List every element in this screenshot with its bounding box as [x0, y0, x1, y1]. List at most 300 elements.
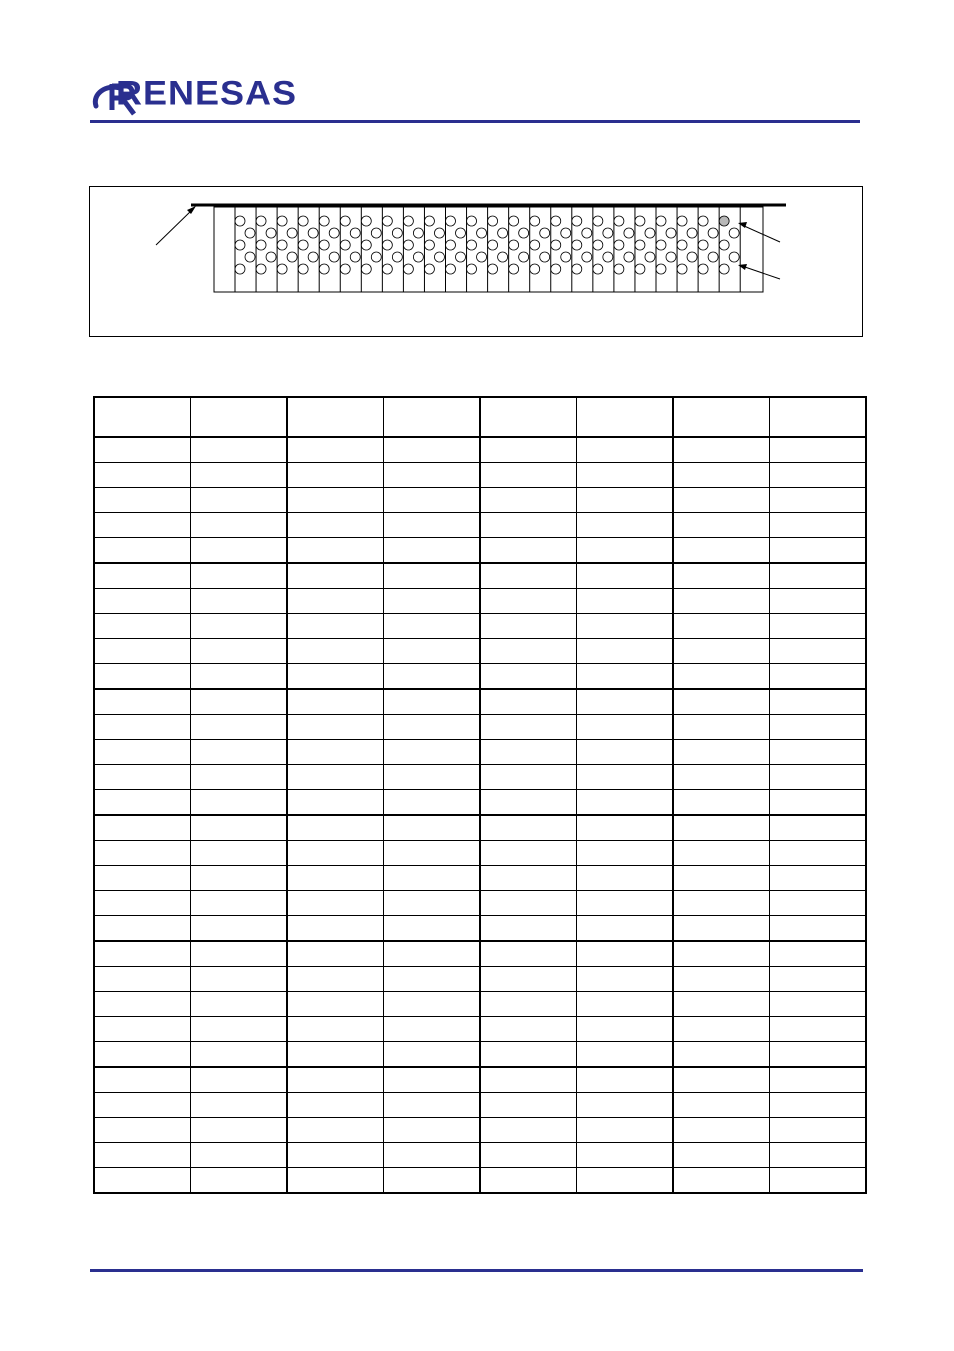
pin-circle [635, 264, 645, 274]
table-cell [577, 513, 674, 538]
table-cell [577, 1168, 674, 1194]
table-cell [287, 437, 384, 463]
pin-circle [361, 264, 371, 274]
table-cell [770, 941, 867, 967]
table-cell [577, 1042, 674, 1068]
pin-circle [498, 228, 508, 238]
pin-leader-arrowhead [738, 264, 747, 270]
table-cell [384, 513, 481, 538]
table-cell [191, 992, 288, 1017]
pin-circle [551, 240, 561, 250]
table-row [94, 513, 866, 538]
table-cell [94, 639, 191, 664]
table-row [94, 639, 866, 664]
table-cell [673, 891, 770, 916]
table-cell [577, 765, 674, 790]
table-cell [191, 891, 288, 916]
pin-circle [582, 252, 592, 262]
table-cell [287, 563, 384, 589]
table-cell [480, 916, 577, 942]
table-cell [191, 967, 288, 992]
table-cell [94, 967, 191, 992]
table-row [94, 715, 866, 740]
table-cell [770, 538, 867, 564]
table-cell [94, 790, 191, 816]
table-cell [191, 715, 288, 740]
pin-circle [708, 252, 718, 262]
table-cell [480, 1042, 577, 1068]
table-cell [577, 866, 674, 891]
pin-circle [329, 252, 339, 262]
pin-circle [446, 216, 456, 226]
table-cell [673, 1017, 770, 1042]
table-cell [577, 967, 674, 992]
pin-circle [413, 228, 423, 238]
pin-circle [467, 264, 477, 274]
pin-circle [687, 228, 697, 238]
pin-circle [698, 240, 708, 250]
table-cell [480, 463, 577, 488]
edge-leader-line [156, 209, 193, 245]
table-cell [191, 1168, 288, 1194]
pin-circle [635, 216, 645, 226]
table-cell [673, 437, 770, 463]
table-cell [384, 1143, 481, 1168]
table-cell [94, 1067, 191, 1093]
pin-circle [287, 228, 297, 238]
table-header-cell [94, 397, 191, 437]
table-cell [480, 1093, 577, 1118]
table-header-cell [673, 397, 770, 437]
table-cell [287, 866, 384, 891]
table-cell [673, 1093, 770, 1118]
table-cell [191, 815, 288, 841]
table-cell [770, 1093, 867, 1118]
table-cell [673, 463, 770, 488]
table-cell [287, 765, 384, 790]
table-row [94, 1067, 866, 1093]
table-cell [480, 664, 577, 690]
pin-circle [256, 240, 266, 250]
table-cell [770, 1067, 867, 1093]
table-cell [480, 815, 577, 841]
table-cell [770, 992, 867, 1017]
header-rule [90, 120, 860, 123]
pin-circle [371, 252, 381, 262]
pin-circle [277, 264, 287, 274]
table-cell [480, 1067, 577, 1093]
table-cell [480, 891, 577, 916]
pin-circle [413, 252, 423, 262]
pin-circle [245, 252, 255, 262]
pin-circle [708, 228, 718, 238]
pin-circle [488, 216, 498, 226]
pin-circle [582, 228, 592, 238]
table-cell [577, 664, 674, 690]
pin-circle [624, 228, 634, 238]
pin-circle [509, 240, 519, 250]
table-cell [673, 790, 770, 816]
table-cell [673, 740, 770, 765]
pin-circle [635, 240, 645, 250]
table-cell [94, 563, 191, 589]
pin-circle [530, 240, 540, 250]
pin-circle [256, 216, 266, 226]
table-cell [94, 866, 191, 891]
pin-circle [340, 264, 350, 274]
table-row [94, 463, 866, 488]
table-cell [673, 1168, 770, 1194]
table-cell [287, 790, 384, 816]
table-cell [480, 488, 577, 513]
table-cell [287, 967, 384, 992]
table-cell [577, 1143, 674, 1168]
pin-circle [266, 252, 276, 262]
table-cell [287, 513, 384, 538]
table-cell [94, 715, 191, 740]
table-cell [94, 1143, 191, 1168]
pin-circle [603, 228, 613, 238]
table-row [94, 916, 866, 942]
pin-circle [434, 228, 444, 238]
pin-circle [593, 240, 603, 250]
pin-circle [572, 216, 582, 226]
table-row [94, 841, 866, 866]
table-header-cell [480, 397, 577, 437]
pin-circle [298, 216, 308, 226]
pin-circle [572, 240, 582, 250]
pin-circle [382, 240, 392, 250]
table-row [94, 891, 866, 916]
bga-package-pin-layout-icon [90, 187, 862, 336]
table-cell [287, 1143, 384, 1168]
pin-circle [551, 216, 561, 226]
table-cell [673, 563, 770, 589]
table-cell [384, 866, 481, 891]
pin1-leader-line [742, 225, 780, 242]
table-cell [480, 639, 577, 664]
pin-circle [403, 240, 413, 250]
table-cell [287, 891, 384, 916]
table-cell [287, 463, 384, 488]
pin-circle [477, 252, 487, 262]
table-row [94, 866, 866, 891]
table-cell [384, 589, 481, 614]
table-row [94, 941, 866, 967]
table-cell [673, 513, 770, 538]
table-cell [384, 891, 481, 916]
pin-circle [666, 252, 676, 262]
table-cell [673, 1118, 770, 1143]
table-cell [94, 815, 191, 841]
pin-circle [403, 264, 413, 274]
table-cell [577, 589, 674, 614]
table-cell [191, 1118, 288, 1143]
table-cell [94, 740, 191, 765]
table-cell [577, 790, 674, 816]
table-cell [191, 488, 288, 513]
pin-circle [530, 216, 540, 226]
table-cell [287, 639, 384, 664]
table-cell [384, 614, 481, 639]
pin-circle [561, 252, 571, 262]
table-cell [577, 715, 674, 740]
table-cell [770, 689, 867, 715]
pin-circle [424, 216, 434, 226]
pin-circle [319, 216, 329, 226]
table-cell [384, 992, 481, 1017]
pin-circle [329, 228, 339, 238]
table-cell [673, 992, 770, 1017]
table-cell [287, 916, 384, 942]
table-cell [480, 513, 577, 538]
table-cell [94, 841, 191, 866]
table-cell [480, 866, 577, 891]
pin-circle [656, 264, 666, 274]
table-cell [384, 740, 481, 765]
table-cell [770, 1042, 867, 1068]
table-cell [770, 664, 867, 690]
pin-circle [350, 228, 360, 238]
package-figure [89, 186, 863, 337]
table-cell [384, 790, 481, 816]
table-cell [577, 992, 674, 1017]
table-cell [384, 967, 481, 992]
pin-circle [298, 240, 308, 250]
table-cell [94, 664, 191, 690]
pin-circle [392, 228, 402, 238]
table-cell [770, 841, 867, 866]
pin-1-marker [719, 216, 729, 226]
pin-circle [298, 264, 308, 274]
pin-circle [361, 240, 371, 250]
pin-circle [235, 264, 245, 274]
table-row [94, 1017, 866, 1042]
table-cell [480, 1143, 577, 1168]
table-cell [287, 538, 384, 564]
table-cell [94, 538, 191, 564]
table-cell [577, 841, 674, 866]
table-row [94, 992, 866, 1017]
table-cell [191, 689, 288, 715]
table-cell [770, 1118, 867, 1143]
table-cell [673, 689, 770, 715]
pin-circle [277, 216, 287, 226]
table-cell [287, 488, 384, 513]
table-cell [770, 790, 867, 816]
table-cell [384, 664, 481, 690]
pin-circle [245, 228, 255, 238]
table-cell [287, 941, 384, 967]
table-cell [673, 916, 770, 942]
table-cell [287, 589, 384, 614]
pin-circle [729, 228, 739, 238]
table-row [94, 815, 866, 841]
table-cell [287, 841, 384, 866]
pin-circle [677, 264, 687, 274]
table-cell [770, 614, 867, 639]
pin-circle [424, 264, 434, 274]
table-cell [673, 841, 770, 866]
table-cell [191, 1017, 288, 1042]
table-cell [94, 765, 191, 790]
pin-circle [624, 252, 634, 262]
table-cell [191, 614, 288, 639]
table-cell [287, 664, 384, 690]
table-header-cell [287, 397, 384, 437]
table-cell [191, 740, 288, 765]
table-cell [480, 614, 577, 639]
table-cell [191, 941, 288, 967]
table-cell [770, 1017, 867, 1042]
table-cell [577, 1017, 674, 1042]
pin-circle [382, 264, 392, 274]
table-cell [577, 891, 674, 916]
table-cell [480, 765, 577, 790]
table-cell [384, 1093, 481, 1118]
table-header-cell [770, 397, 867, 437]
table-cell [94, 1017, 191, 1042]
table-cell [384, 765, 481, 790]
table-cell [287, 614, 384, 639]
pin-circle [593, 216, 603, 226]
table-cell [480, 563, 577, 589]
table-cell [770, 463, 867, 488]
table-cell [287, 1168, 384, 1194]
table-cell [191, 1093, 288, 1118]
pin-circle [488, 240, 498, 250]
pin-circle [467, 240, 477, 250]
pin-circle [235, 240, 245, 250]
table-cell [287, 992, 384, 1017]
table-row [94, 1168, 866, 1194]
table-cell [191, 916, 288, 942]
table-cell [770, 967, 867, 992]
table-cell [577, 1067, 674, 1093]
pin-circle [645, 228, 655, 238]
pin-circle [340, 240, 350, 250]
table-row [94, 589, 866, 614]
table-cell [673, 765, 770, 790]
pin-circle [540, 228, 550, 238]
table-cell [770, 639, 867, 664]
pin-circle [593, 264, 603, 274]
pin-circle [392, 252, 402, 262]
pin-circle [308, 252, 318, 262]
table-row [94, 765, 866, 790]
table-cell [673, 614, 770, 639]
pin-circle [456, 228, 466, 238]
table-cell [384, 639, 481, 664]
table-cell [577, 1093, 674, 1118]
table-cell [770, 1143, 867, 1168]
table-cell [191, 1143, 288, 1168]
table-cell [191, 437, 288, 463]
table-cell [480, 941, 577, 967]
table-cell [673, 639, 770, 664]
table-cell [480, 1017, 577, 1042]
table-cell [673, 664, 770, 690]
table-cell [577, 463, 674, 488]
pin-circle [467, 216, 477, 226]
table-row [94, 538, 866, 564]
table-cell [191, 790, 288, 816]
pin-circle [382, 216, 392, 226]
table-cell [287, 715, 384, 740]
table-cell [673, 941, 770, 967]
pin-circle [277, 240, 287, 250]
pin-circle [519, 252, 529, 262]
table-cell [94, 941, 191, 967]
table-cell [577, 563, 674, 589]
table-cell [673, 488, 770, 513]
table-cell [384, 488, 481, 513]
table-cell [384, 815, 481, 841]
table-cell [770, 866, 867, 891]
table-cell [480, 538, 577, 564]
table-cell [577, 740, 674, 765]
brand-wordmark: RENESAS [116, 73, 298, 112]
pin-circle [446, 240, 456, 250]
table-cell [577, 815, 674, 841]
table-cell [673, 967, 770, 992]
table-cell [770, 437, 867, 463]
table-cell [94, 1118, 191, 1143]
pin-circle [687, 252, 697, 262]
table-cell [287, 1093, 384, 1118]
table-cell [480, 1168, 577, 1194]
table-cell [577, 437, 674, 463]
table-cell [384, 437, 481, 463]
table-cell [480, 437, 577, 463]
table-cell [577, 614, 674, 639]
pin-circle [540, 252, 550, 262]
pin-circle [319, 240, 329, 250]
pin-circle [446, 264, 456, 274]
table-cell [287, 815, 384, 841]
table-cell [94, 463, 191, 488]
pin-circle [434, 252, 444, 262]
table-row [94, 437, 866, 463]
pin-circle [677, 240, 687, 250]
table-cell [770, 1168, 867, 1194]
edge-leader-arrowhead [187, 206, 196, 214]
table-cell [94, 614, 191, 639]
table-cell [577, 941, 674, 967]
pin-circle [614, 264, 624, 274]
table-cell [770, 563, 867, 589]
table-row [94, 967, 866, 992]
table-row [94, 488, 866, 513]
pin-circle [719, 240, 729, 250]
pin-circle [235, 216, 245, 226]
table-cell [480, 841, 577, 866]
table-cell [673, 1143, 770, 1168]
table-cell [94, 891, 191, 916]
table-row [94, 1118, 866, 1143]
table-cell [770, 589, 867, 614]
pin-circle [603, 252, 613, 262]
table-cell [94, 437, 191, 463]
table-cell [577, 916, 674, 942]
pin-circle [614, 240, 624, 250]
pin-circle [456, 252, 466, 262]
pin-circle [488, 264, 498, 274]
table-cell [191, 841, 288, 866]
pin-circle [371, 228, 381, 238]
pin-circle [614, 216, 624, 226]
table-cell [94, 1093, 191, 1118]
